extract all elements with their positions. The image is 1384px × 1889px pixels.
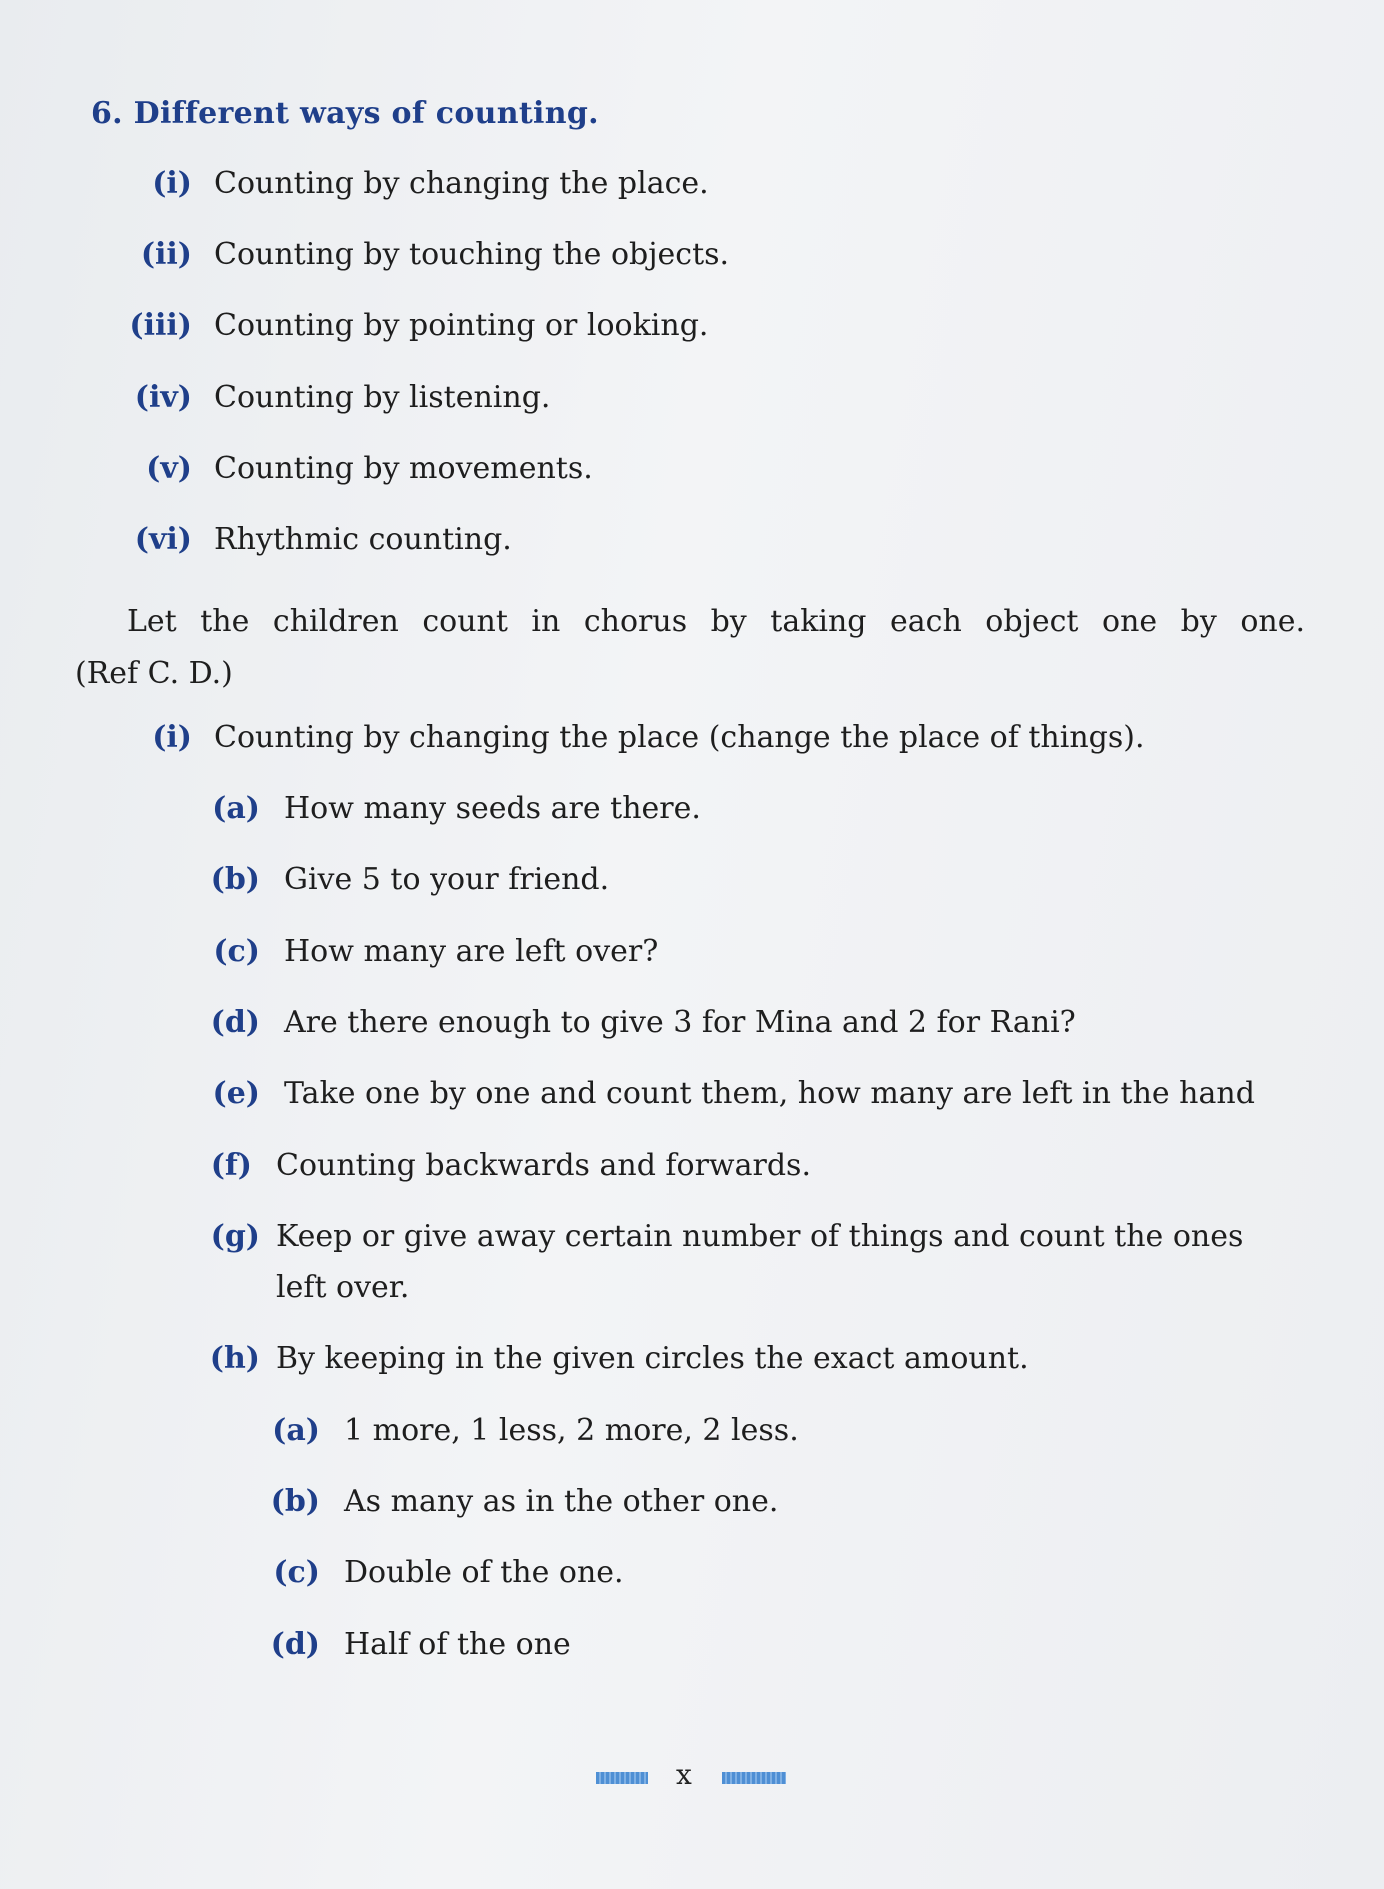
list-text: Half of the one <box>344 1627 571 1662</box>
list-letter: (c) <box>273 1555 320 1590</box>
list-text: Counting by pointing or looking. <box>214 308 709 343</box>
list-number: (i) <box>152 720 192 755</box>
list-text: 1 more, 1 less, 2 more, 2 less. <box>344 1413 799 1448</box>
list-text: Are there enough to give 3 for Mina and 2 for Rani? <box>284 1005 1076 1040</box>
list-number: (iii) <box>129 308 192 343</box>
list-text: By keeping in the given circles the exact amount. <box>276 1341 1029 1376</box>
list-text: Counting by changing the place (change the place of things). <box>214 720 1145 755</box>
list-text: As many as in the other one. <box>344 1484 779 1519</box>
list-text: left over. <box>276 1270 410 1305</box>
list-number: (iv) <box>134 380 192 415</box>
list-text: Counting by movements. <box>214 451 593 486</box>
list-number: (ii) <box>140 237 192 272</box>
list-number: (v) <box>146 451 192 486</box>
list-letter: (h) <box>209 1341 260 1376</box>
list-text: Counting by changing the place. <box>214 166 709 201</box>
list-letter: (g) <box>210 1219 260 1254</box>
footer-ornament-left <box>596 1772 648 1784</box>
page-footer <box>0 1758 1384 1792</box>
list-letter: (d) <box>270 1627 320 1662</box>
list-number: (vi) <box>134 522 192 557</box>
list-text: Counting by touching the objects. <box>214 237 730 272</box>
list-letter: (a) <box>212 791 260 826</box>
section-heading: 6. Different ways of counting. <box>91 96 599 131</box>
list-text: Double of the one. <box>344 1555 624 1590</box>
list-letter: (d) <box>210 1005 260 1040</box>
list-text: How many seeds are there. <box>284 791 701 826</box>
page-number: x <box>676 1758 692 1791</box>
list-text: Keep or give away certain number of things and count the ones <box>276 1219 1244 1254</box>
list-letter: (e) <box>212 1076 260 1111</box>
list-text: How many are left over? <box>284 934 659 969</box>
list-letter: (f) <box>210 1148 252 1183</box>
list-text: Take one by one and count them, how many are left in the hand <box>284 1076 1255 1111</box>
list-text: Rhythmic counting. <box>214 522 512 557</box>
list-text: Counting backwards and forwards. <box>276 1148 811 1183</box>
list-letter: (c) <box>213 934 260 969</box>
footer-ornament-right <box>722 1772 786 1784</box>
list-text: Counting by listening. <box>214 380 551 415</box>
reference-note: (Ref C. D.) <box>75 656 233 691</box>
list-letter: (b) <box>210 862 260 897</box>
list-number: (i) <box>152 166 192 201</box>
chorus-paragraph <box>75 596 1305 700</box>
list-letter: (a) <box>272 1413 320 1448</box>
list-text: Give 5 to your friend. <box>284 862 610 897</box>
chorus-line: Let the children count in chorus by taking each object one by one. <box>127 604 1305 639</box>
list-letter: (b) <box>270 1484 320 1519</box>
